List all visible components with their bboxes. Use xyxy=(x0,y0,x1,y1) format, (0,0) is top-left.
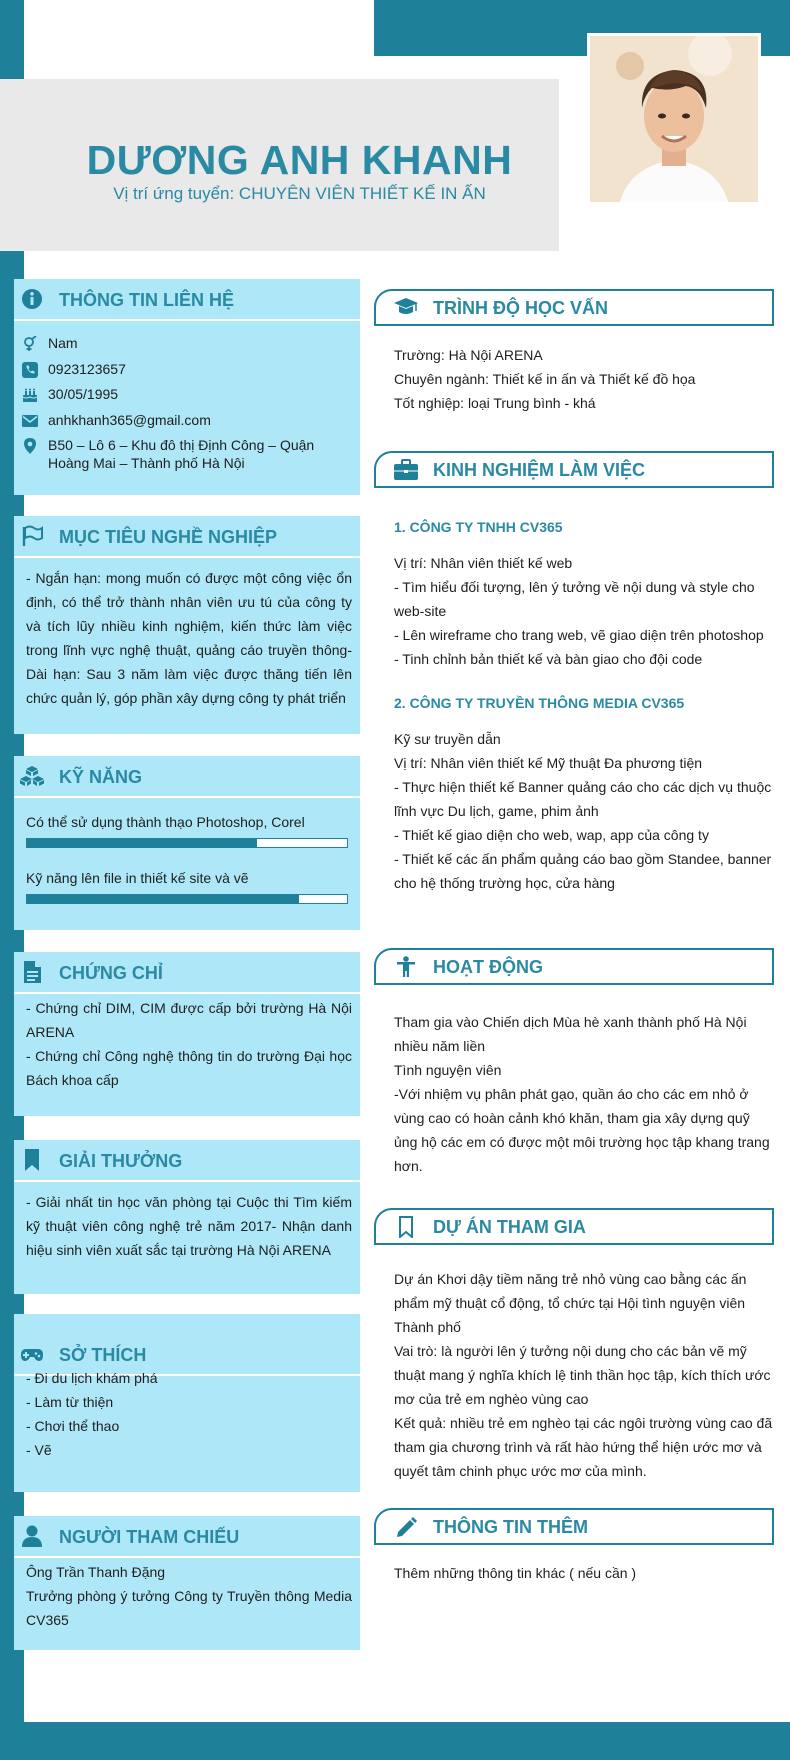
hobby-item: - Chơi thể thao xyxy=(26,1418,120,1434)
projects-header xyxy=(374,1208,774,1245)
contact-birthday: 30/05/1995 xyxy=(48,386,119,402)
info-icon xyxy=(20,287,44,311)
project-line: Kết quả: nhiều trẻ em nghèo tại các ngôi trường vùng cao đã tham gia chương trình và rất hào hứng thể hiện ước mơ và quyết tâm chinh phục ước mơ của mình. xyxy=(394,1415,773,1479)
job-line: - Thực hiện thiết kế Banner quảng cáo cho các dịch vụ thuộc lĩnh vực Du lịch, game, phim ảnh xyxy=(394,779,772,819)
education-school: Trường: Hà Nội ARENA xyxy=(394,347,543,363)
gamepad-icon xyxy=(20,1342,44,1366)
birthday-cake-icon xyxy=(22,387,38,403)
contact-section xyxy=(14,279,360,495)
job-line: Vị trí: Nhân viên thiết kế web xyxy=(394,555,573,571)
job-line: - Tinh chỉnh bản thiết kế và bàn giao cho đội code xyxy=(394,651,703,667)
hobbies-section xyxy=(14,1314,360,1492)
skills-title: KỸ NĂNG xyxy=(59,767,143,787)
skill-bar xyxy=(26,894,348,904)
bookmark-outline-icon xyxy=(394,1216,418,1238)
activities-body xyxy=(394,1010,774,1178)
objective-section xyxy=(14,516,360,734)
activities-header xyxy=(374,948,774,985)
document-icon xyxy=(20,960,44,984)
skill-label: Kỹ năng lên file in thiết kế site và vẽ xyxy=(26,870,249,886)
flag-icon xyxy=(20,524,44,548)
certificates-section xyxy=(14,952,360,1116)
contact-address: B50 – Lô 6 – Khu đô thị Định Công – Quận Hoàng Mai – Thành phố Hà Nội xyxy=(48,437,315,471)
extra-title: THÔNG TIN THÊM xyxy=(433,1517,588,1537)
project-line: Dự án Khơi dậy tiềm năng trẻ nhỏ vùng cao bằng các ấn phẩm mỹ thuật cổ động, tổ chức tại Hội tình nguyện viên Thành phố xyxy=(394,1271,747,1335)
company-name: 1. CÔNG TY TNHH CV365 xyxy=(394,519,563,535)
hobby-item: - Đi du lịch khám phá xyxy=(26,1370,158,1386)
extra-text: Thêm những thông tin khác ( nếu cần ) xyxy=(394,1565,637,1581)
objective-title: MỤC TIÊU NGHỀ NGHIỆP xyxy=(59,527,278,547)
extra-header xyxy=(374,1508,774,1545)
reference-name: Ông Trần Thanh Đặng xyxy=(26,1564,166,1580)
awards-title: GIẢI THƯỞNG xyxy=(59,1151,183,1171)
contact-title: THÔNG TIN LIÊN HỆ xyxy=(59,290,234,310)
header xyxy=(0,79,559,251)
activities-title: HOẠT ĐỘNG xyxy=(433,957,543,977)
person-icon xyxy=(20,1524,44,1548)
bottom-notch xyxy=(24,1702,46,1722)
certificate-line: - Chứng chỉ Công nghệ thông tin do trường Đại học Bách khoa cấp xyxy=(26,1048,352,1088)
contact-email[interactable]: anhkhanh365@gmail.com xyxy=(48,411,211,428)
education-body xyxy=(394,343,774,415)
education-grade: Tốt nghiệp: loại Trung bình - khá xyxy=(394,395,596,411)
applied-position: Vị trí ứng tuyển: CHUYÊN VIÊN THIẾT KẾ IN ẤN xyxy=(113,184,486,203)
hobby-item: - Làm từ thiện xyxy=(26,1394,114,1410)
email-icon xyxy=(22,413,38,429)
education-header xyxy=(374,289,774,326)
skill-bar xyxy=(26,838,348,848)
child-icon xyxy=(394,956,418,978)
experience-body xyxy=(394,515,774,895)
skill-label: Có thể sử dụng thành thạo Photoshop, Corel xyxy=(26,814,305,830)
profile-photo xyxy=(587,33,761,205)
briefcase-icon xyxy=(394,459,418,481)
job-line: - Thiết kế giao diện cho web, wap, app của công ty xyxy=(394,827,709,843)
education-major: Chuyên ngành: Thiết kế in ấn và Thiết kế đồ họa xyxy=(394,371,696,387)
references-title: NGƯỜI THAM CHIẾU xyxy=(59,1527,240,1547)
projects-title: DỰ ÁN THAM GIA xyxy=(433,1217,586,1237)
pencil-icon xyxy=(394,1516,418,1538)
projects-body xyxy=(394,1267,774,1483)
contact-phone[interactable]: 0923123657 xyxy=(48,360,126,377)
gender-icon xyxy=(22,336,38,352)
activity-line: -Với nhiệm vụ phân phát gạo, quần áo cho các em nhỏ ở vùng cao có hoàn cảnh khó khăn, tham gia xây dựng quỹ ủng hộ các em có được một môi trường học tập khang trang hơn. xyxy=(394,1086,770,1174)
activity-line: Tham gia vào Chiến dịch Mùa hè xanh thành phố Hà Nội nhiều năm liền xyxy=(394,1014,747,1054)
hobby-item: - Vẽ xyxy=(26,1442,52,1458)
experience-title: KINH NGHIỆM LÀM VIỆC xyxy=(433,460,646,480)
skills-section xyxy=(14,756,360,930)
certificate-line: - Chứng chỉ DIM, CIM được cấp bởi trường Hà Nội ARENA xyxy=(26,1000,352,1040)
awards-text: - Giải nhất tin học văn phòng tại Cuộc thi Tìm kiếm kỹ thuật viên công nghệ trẻ năm 2017- Nhận danh hiệu sinh viên xuất sắc tại trường Hà Nội ARENA xyxy=(26,1194,352,1258)
cubes-icon xyxy=(20,764,44,788)
contact-gender: Nam xyxy=(48,335,78,351)
bookmark-icon xyxy=(20,1148,44,1172)
job-line: - Tìm hiểu đối tượng, lên ý tưởng về nội dung và style cho web-site xyxy=(394,579,755,619)
job-line: Kỹ sư truyền dẫn xyxy=(394,731,501,747)
references-section xyxy=(14,1516,360,1650)
skill-fill xyxy=(27,839,257,847)
job-line: - Thiết kế các ấn phẩm quảng cáo bao gồm Standee, banner cho hệ thống trường học, cửa hàng xyxy=(394,851,772,891)
job-line: Vị trí: Nhân viên thiết kế Mỹ thuật Đa phương tiện xyxy=(394,755,703,771)
awards-section xyxy=(14,1140,360,1294)
job-line: - Lên wireframe cho trang web, vẽ giao diện trên photoshop xyxy=(394,627,764,643)
experience-header xyxy=(374,451,774,488)
certificates-title: CHỨNG CHỈ xyxy=(59,963,163,983)
education-title: TRÌNH ĐỘ HỌC VẤN xyxy=(433,298,608,318)
activity-line: Tình nguyện viên xyxy=(394,1062,502,1078)
skill-fill xyxy=(27,895,299,903)
phone-icon xyxy=(22,362,38,378)
portrait-image xyxy=(590,36,758,202)
bottom-bar xyxy=(0,1722,790,1760)
hobbies-title: SỞ THÍCH xyxy=(59,1345,147,1365)
project-line: Vai trò: là người lên ý tưởng nội dung cho các bản vẽ mỹ thuật mang ý nghĩa khích lệ tinh thần học tập, kích thích ước mơ của trẻ em nghèo vùng cao xyxy=(394,1343,771,1407)
location-pin-icon xyxy=(22,438,38,454)
objective-text: - Ngắn hạn: mong muốn có được một công việc ổn định, có thể trở thành nhân viên ưu tú của công ty và tích lũy nhiều kinh nghiệm, kiến thức làm việc trong lĩnh vực nghệ thuật, quảng cáo truyền thông- Dài hạn: Sau 3 năm làm việc được thăng tiến lên chức quản lý, góp phần xây dựng công ty phát triển xyxy=(26,570,352,706)
reference-title: Trưởng phòng ý tưởng Công ty Truyền thông Media CV365 xyxy=(26,1588,352,1628)
company-name: 2. CÔNG TY TRUYỀN THÔNG MEDIA CV365 xyxy=(394,695,685,711)
graduation-cap-icon xyxy=(394,297,418,319)
candidate-name: DƯƠNG ANH KHANH xyxy=(86,137,513,183)
